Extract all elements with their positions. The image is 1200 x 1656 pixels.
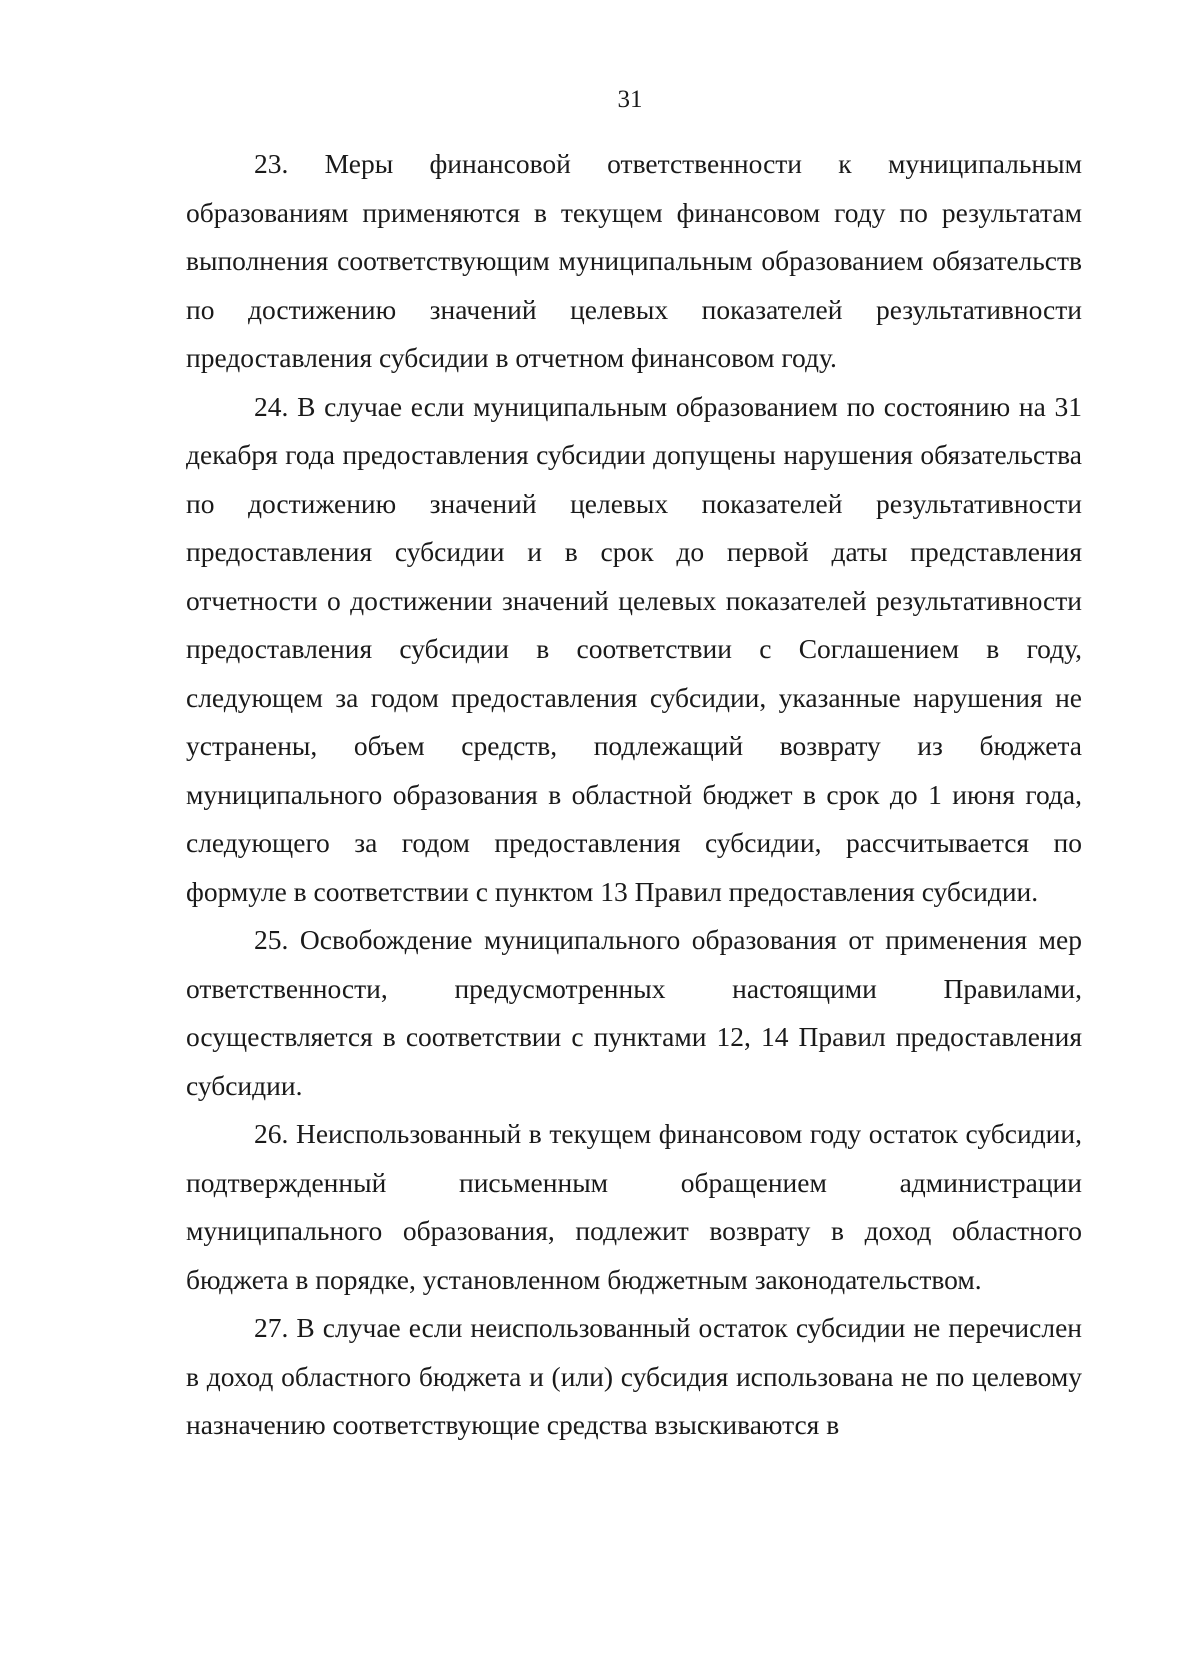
paragraph-26: 26. Неиспользованный в текущем финансовом году остаток субсидии, подтвержденный письменным обращением администрации муниципального образования, подлежит возврату в доход областного бюджета в порядке, установленном бюджетным законодательством. xyxy=(186,1118,1082,1295)
paragraph-23: 23. Меры финансовой ответственности к муниципальным образованиям применяются в текущем финансовом году по результатам выполнения соответствующим муниципальным образованием обязательств по достижению значений целевых показателей результативности предоставления субсидии в отчетном финансовом году. xyxy=(186,148,1082,373)
paragraph-24: 24. В случае если муниципальным образованием по состоянию на 31 декабря года предоставления субсидии допущены нарушения обязательства по достижению значений целевых показателей результативности предоставления субсидии и в срок до первой даты представления отчетности о достижении значений целевых показателей результативности предоставления субсидии в соответствии с Соглашением в году, следующем за годом предоставления субсидии, указанные нарушения не устранены, объем средств, подлежащий возврату из бюджета муниципального образования в областной бюджет в срок до 1 июня года, следующего за годом предоставления субсидии, рассчитывается по формуле в соответствии с пунктом 13 Правил предоставления субсидии. xyxy=(186,390,1082,907)
page-number: 31 xyxy=(617,86,643,113)
document-body xyxy=(186,140,1082,1450)
paragraph-27: 27. В случае если неиспользованный остаток субсидии не перечислен в доход областного бюджета и (или) субсидия использована не по целевому назначению соответствующие средства взыскиваются в xyxy=(186,1312,1082,1440)
paragraph-25: 25. Освобождение муниципального образования от применения мер ответственности, предусмотренных настоящими Правилами, осуществляется в соответствии с пунктами 12, 14 Правил предоставления субсидии. xyxy=(186,924,1082,1101)
